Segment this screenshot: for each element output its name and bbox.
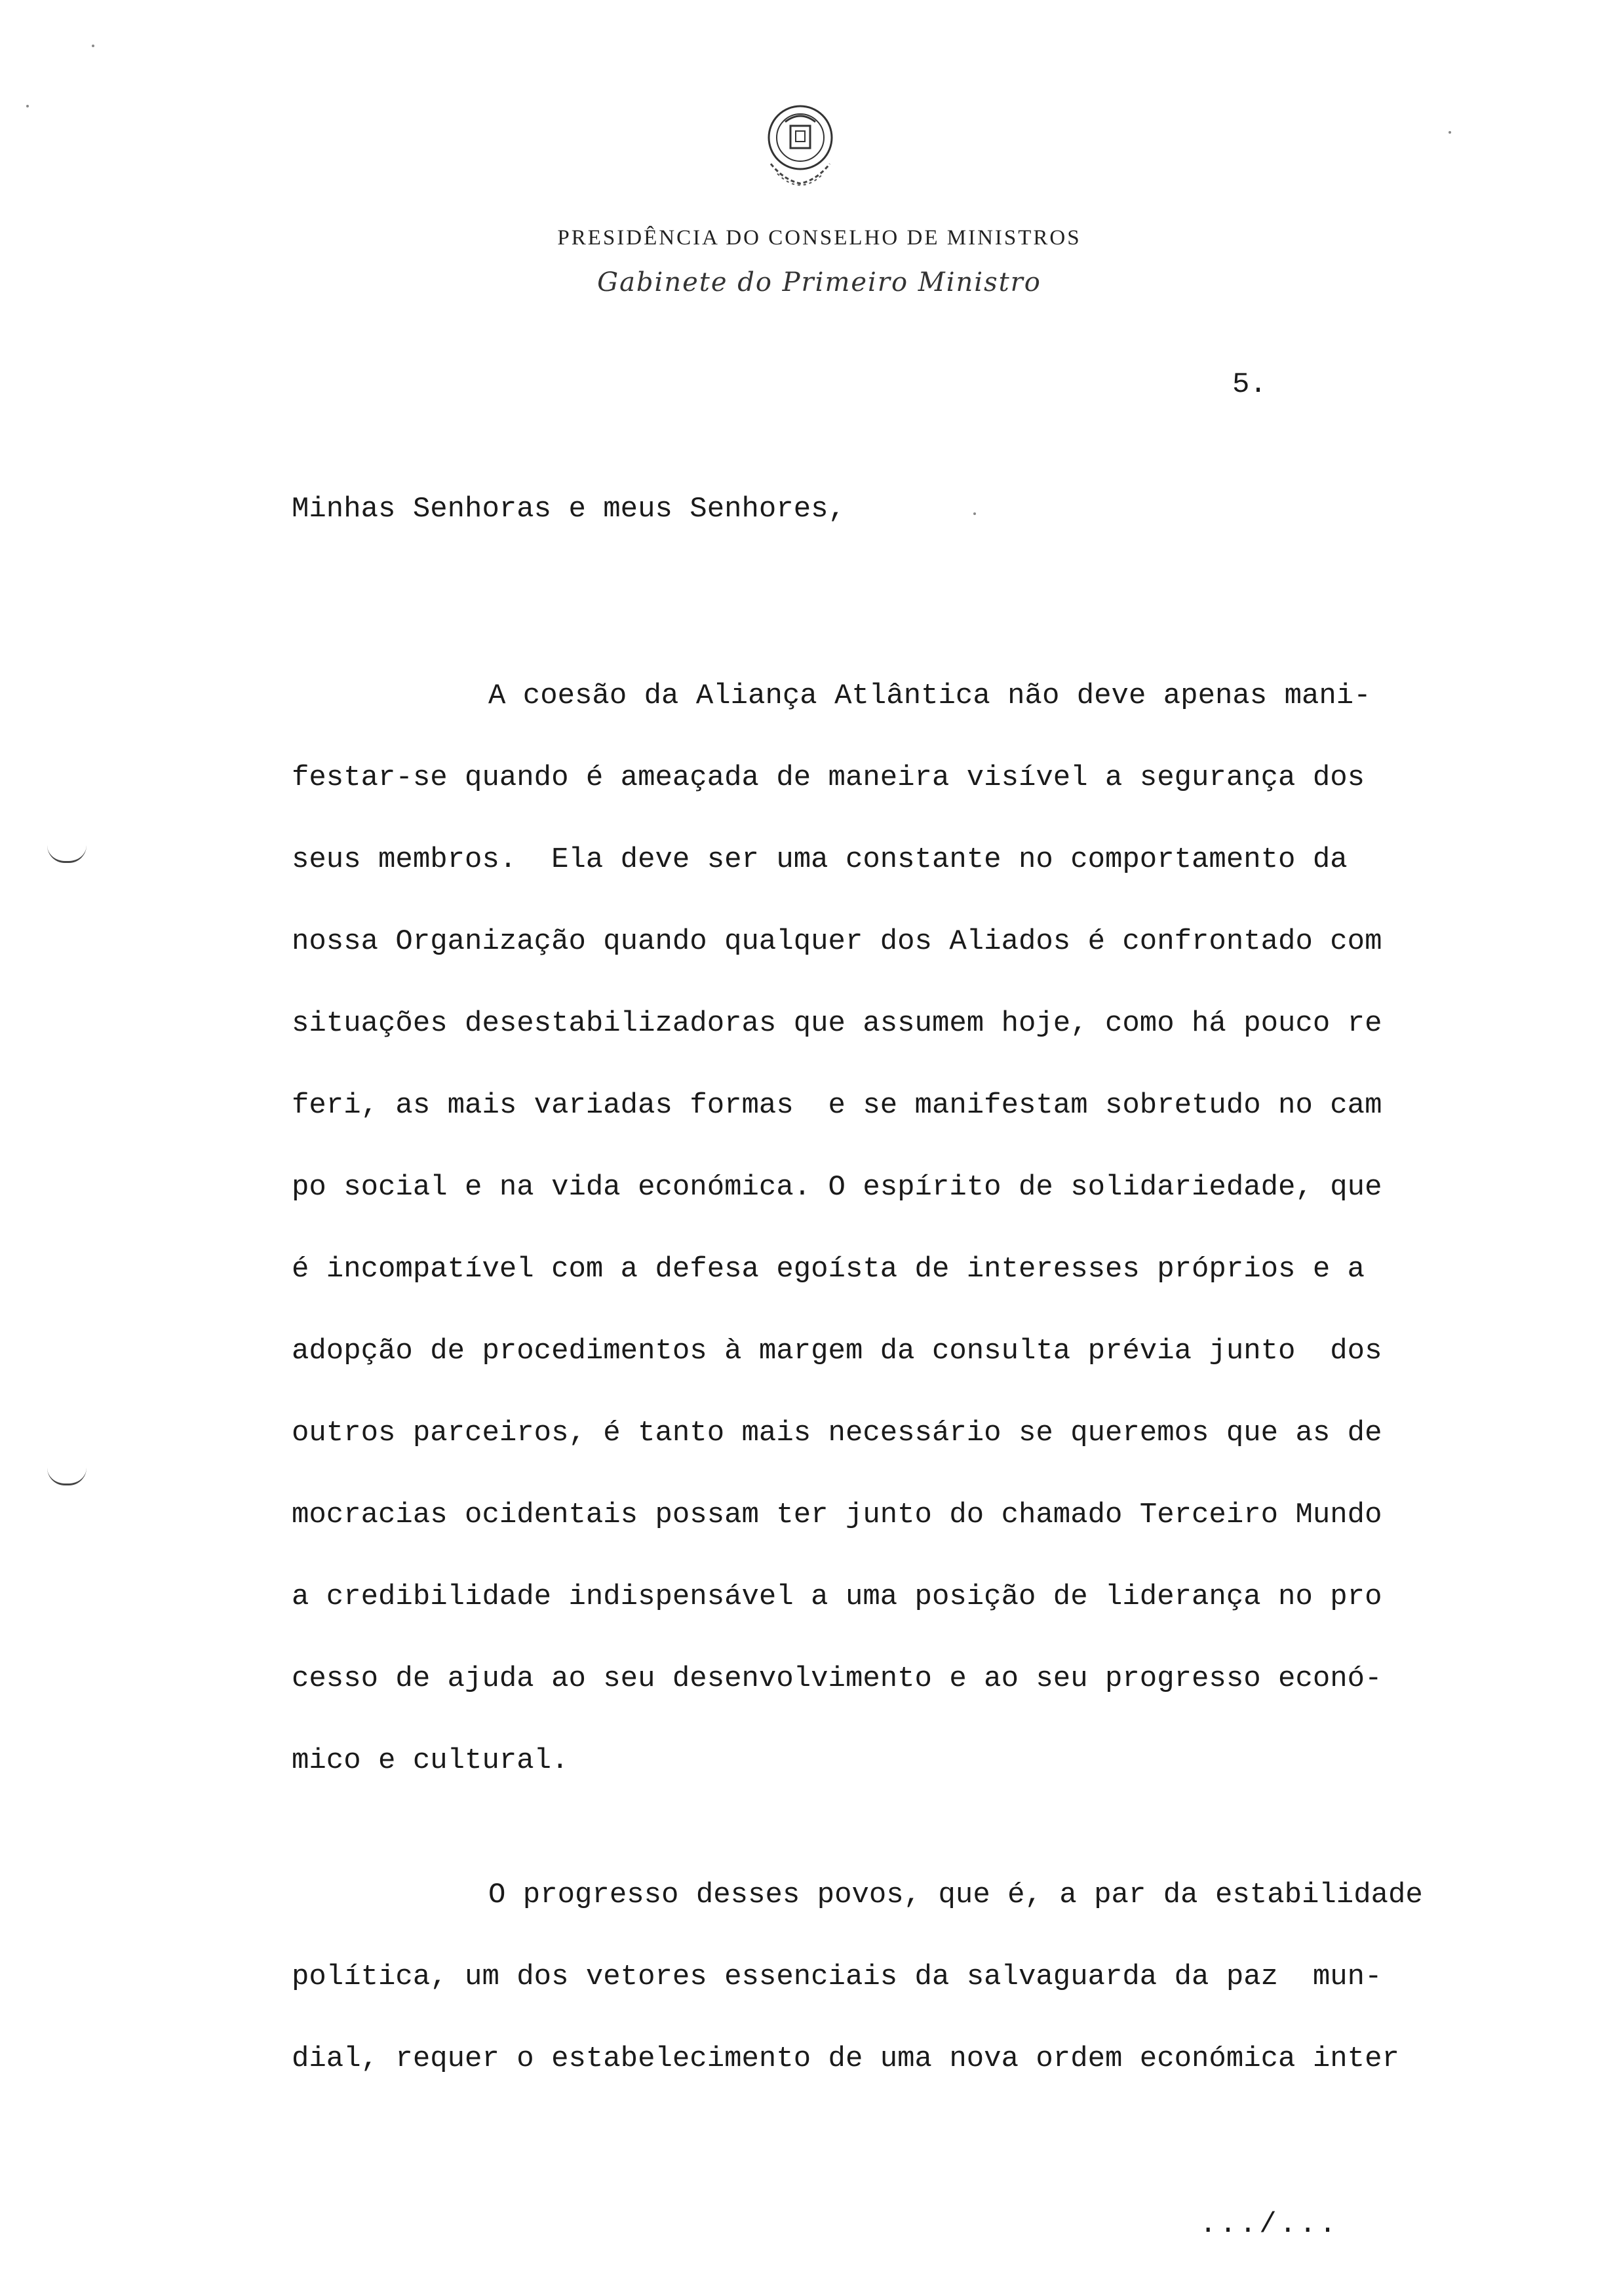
- page-number: 5.: [1232, 368, 1267, 401]
- letterhead-office: Gabinete do Primeiro Ministro: [597, 267, 1041, 297]
- coat-of-arms-seal-icon: [745, 92, 856, 210]
- paragraph-line: A coesão da Aliança Atlântica não deve apenas mani-: [488, 679, 1371, 712]
- scan-speck: [26, 105, 29, 107]
- paragraph-line: adopção de procedimentos à margem da consulta prévia junto dos: [292, 1335, 1382, 1368]
- margin-mark: [47, 845, 87, 863]
- paragraph-line: é incompatível com a defesa egoísta de interesses próprios e a: [292, 1253, 1365, 1286]
- paragraph-line: seus membros. Ela deve ser uma constante no comportamento da: [292, 843, 1348, 876]
- letterhead-institution: PRESIDÊNCIA DO CONSELHO DE MINISTROS: [557, 226, 1081, 250]
- paragraph-line: mocracias ocidentais possam ter junto do chamado Terceiro Mundo: [292, 1499, 1382, 1531]
- scan-speck: [1449, 131, 1451, 134]
- paragraph-line: outros parceiros, é tanto mais necessário se queremos que as de: [292, 1417, 1382, 1449]
- paragraph-line: a credibilidade indispensável a uma posição de liderança no pro: [292, 1580, 1382, 1613]
- paragraph-line: dial, requer o estabelecimento de uma nova ordem económica inter: [292, 2042, 1399, 2075]
- paragraph-line: mico e cultural.: [292, 1744, 569, 1777]
- paragraph-line: feri, as mais variadas formas e se manifestam sobretudo no cam: [292, 1089, 1382, 1122]
- scan-speck: [973, 512, 976, 515]
- paragraph-line: festar-se quando é ameaçada de maneira visível a segurança dos: [292, 761, 1365, 794]
- greeting: Minhas Senhoras e meus Senhores,: [292, 493, 846, 526]
- paragraph-line: O progresso desses povos, que é, a par da estabilidade: [488, 1879, 1423, 1911]
- paragraph-line: po social e na vida económica. O espírito de solidariedade, que: [292, 1171, 1382, 1204]
- continuation-mark: .../...: [1199, 2208, 1339, 2241]
- paragraph-line: nossa Organização quando qualquer dos Aliados é confrontado com: [292, 925, 1382, 958]
- paragraph-line: cesso de ajuda ao seu desenvolvimento e ao seu progresso econó-: [292, 1662, 1382, 1695]
- scan-speck: [92, 45, 94, 47]
- paragraph-line: situações desestabilizadoras que assumem hoje, como há pouco re: [292, 1007, 1382, 1040]
- paragraph-line: política, um dos vetores essenciais da salvaguarda da paz mun-: [292, 1961, 1382, 1993]
- margin-mark: [47, 1468, 87, 1485]
